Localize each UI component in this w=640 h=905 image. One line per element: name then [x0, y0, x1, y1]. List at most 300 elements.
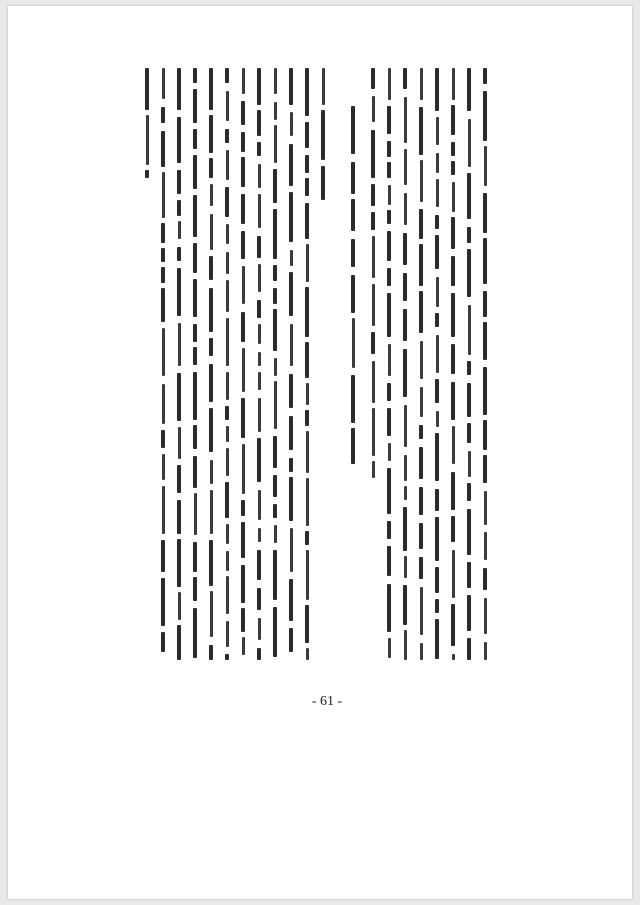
word-glyph-run: [468, 451, 471, 477]
word-glyph-run: [162, 486, 165, 534]
word-glyph-run: [226, 91, 229, 121]
word-glyph-run: [193, 279, 197, 317]
word-glyph-run: [193, 324, 197, 342]
word-glyph-run: [162, 384, 165, 424]
word-glyph-run: [322, 68, 325, 105]
word-glyph-run: [193, 195, 197, 237]
word-glyph-run: [273, 169, 277, 203]
word-glyph-run: [419, 425, 423, 439]
word-glyph-run: [161, 540, 165, 572]
word-glyph-run: [451, 217, 455, 249]
word-glyph-run: [242, 68, 245, 94]
word-glyph-run: [226, 448, 229, 476]
word-glyph-run: [306, 648, 309, 660]
word-glyph-run: [484, 146, 487, 186]
word-glyph-run: [242, 444, 245, 494]
word-glyph-run: [289, 628, 293, 652]
word-glyph-run: [451, 604, 455, 646]
word-glyph-run: [225, 406, 229, 420]
word-glyph-run: [209, 68, 213, 110]
word-glyph-run: [388, 344, 391, 376]
text-column: [480, 68, 490, 660]
word-glyph-run: [387, 293, 391, 337]
word-glyph-run: [419, 244, 423, 286]
word-glyph-run: [274, 381, 277, 429]
word-glyph-run: [451, 516, 455, 542]
word-glyph-run: [388, 185, 391, 205]
word-glyph-run: [306, 478, 309, 526]
word-glyph-run: [467, 638, 471, 660]
word-glyph-run: [483, 420, 487, 450]
mongolian-text-block: [142, 68, 514, 660]
word-glyph-run: [305, 605, 309, 643]
word-glyph-run: [241, 231, 245, 259]
word-glyph-run: [467, 509, 471, 555]
word-glyph-run: [161, 632, 165, 652]
word-glyph-run: [273, 504, 277, 518]
word-glyph-run: [210, 184, 213, 206]
text-column: [158, 68, 168, 660]
word-glyph-run: [305, 178, 309, 196]
word-glyph-run: [178, 323, 181, 366]
word-glyph-run: [404, 630, 407, 660]
word-glyph-run: [467, 249, 471, 297]
word-glyph-run: [435, 215, 439, 229]
word-glyph-run: [226, 576, 229, 614]
word-glyph-run: [226, 551, 229, 571]
word-glyph-run: [177, 247, 181, 261]
word-glyph-run: [435, 567, 439, 593]
word-glyph-run: [483, 568, 487, 590]
word-glyph-run: [451, 382, 455, 420]
word-glyph-run: [371, 212, 375, 230]
word-glyph-run: [483, 68, 487, 84]
word-glyph-run: [436, 117, 439, 145]
word-glyph-run: [452, 654, 455, 660]
word-glyph-run: [241, 194, 245, 224]
word-glyph-run: [451, 293, 455, 337]
word-glyph-run: [209, 256, 213, 280]
word-glyph-run: [387, 408, 391, 436]
word-glyph-run: [372, 461, 375, 478]
word-glyph-run: [435, 68, 439, 111]
word-glyph-run: [388, 443, 391, 461]
word-glyph-run: [305, 68, 309, 116]
word-glyph-run: [419, 487, 423, 515]
word-glyph-run: [468, 305, 471, 355]
word-glyph-run: [403, 585, 407, 625]
word-glyph-run: [321, 166, 325, 200]
word-glyph-run: [258, 528, 261, 542]
word-glyph-run: [161, 267, 165, 283]
word-glyph-run: [226, 224, 229, 244]
word-glyph-run: [467, 173, 471, 219]
word-glyph-run: [210, 460, 213, 484]
word-glyph-run: [258, 398, 261, 432]
word-glyph-run: [290, 112, 293, 136]
word-glyph-run: [436, 277, 439, 307]
word-glyph-run: [419, 107, 423, 155]
word-glyph-run: [209, 288, 213, 332]
word-glyph-run: [162, 68, 165, 99]
word-glyph-run: [436, 411, 439, 427]
word-glyph-run: [436, 335, 439, 373]
text-column: [190, 68, 200, 660]
word-glyph-run: [258, 324, 261, 344]
word-glyph-run: [193, 68, 197, 83]
word-glyph-run: [403, 233, 407, 265]
word-glyph-run: [451, 105, 455, 135]
word-glyph-run: [273, 436, 277, 468]
word-glyph-run: [273, 607, 277, 657]
word-glyph-run: [435, 379, 439, 403]
word-glyph-run: [177, 268, 181, 316]
word-glyph-run: [483, 238, 487, 284]
word-glyph-run: [387, 468, 391, 514]
section-heading-column: [348, 68, 358, 660]
word-glyph-run: [387, 106, 391, 134]
word-glyph-run: [387, 210, 391, 224]
word-glyph-run: [161, 430, 165, 448]
word-glyph-run: [351, 239, 355, 267]
word-glyph-run: [404, 405, 407, 447]
word-glyph-run: [225, 68, 229, 83]
word-glyph-run: [483, 455, 487, 483]
word-glyph-run: [483, 367, 487, 415]
word-glyph-run: [290, 324, 293, 366]
word-glyph-run: [177, 500, 181, 534]
word-glyph-run: [177, 68, 181, 110]
word-glyph-run: [305, 287, 309, 337]
word-glyph-run: [273, 550, 277, 600]
word-glyph-run: [388, 68, 391, 100]
word-glyph-run: [387, 383, 391, 401]
text-column: [206, 68, 216, 660]
word-glyph-run: [483, 291, 487, 317]
word-glyph-run: [435, 313, 439, 327]
word-glyph-run: [226, 372, 229, 400]
word-glyph-run: [289, 272, 293, 316]
word-glyph-run: [419, 447, 423, 479]
word-glyph-run: [371, 184, 375, 206]
word-glyph-run: [193, 89, 197, 123]
text-column: [400, 68, 410, 660]
word-glyph-run: [306, 550, 309, 600]
word-glyph-run: [210, 214, 213, 250]
word-glyph-run: [403, 349, 407, 397]
word-glyph-run: [209, 364, 213, 402]
word-glyph-run: [451, 344, 455, 374]
word-glyph-run: [403, 507, 407, 551]
word-glyph-run: [193, 456, 197, 488]
word-glyph-run: [161, 578, 165, 626]
word-glyph-run: [226, 426, 229, 442]
word-glyph-run: [420, 387, 423, 417]
word-glyph-run: [419, 291, 423, 333]
word-glyph-run: [387, 141, 391, 157]
word-glyph-run: [484, 532, 487, 560]
word-glyph-run: [305, 342, 309, 378]
word-glyph-run: [305, 122, 309, 148]
word-glyph-run: [290, 528, 293, 572]
word-glyph-run: [273, 475, 277, 497]
word-glyph-run: [404, 149, 407, 185]
word-glyph-run: [274, 102, 277, 120]
word-glyph-run: [242, 637, 245, 655]
word-glyph-run: [257, 68, 261, 105]
word-glyph-run: [404, 455, 407, 481]
word-glyph-run: [467, 562, 471, 588]
word-glyph-run: [178, 427, 181, 459]
word-glyph-run: [483, 91, 487, 141]
text-column: [254, 68, 264, 660]
word-glyph-run: [388, 638, 391, 658]
word-glyph-run: [257, 438, 261, 482]
word-glyph-run: [225, 129, 229, 143]
word-glyph-run: [404, 556, 407, 578]
word-glyph-run: [209, 540, 213, 586]
word-glyph-run: [435, 517, 439, 561]
word-glyph-run: [403, 68, 407, 89]
word-glyph-run: [210, 591, 213, 637]
word-glyph-run: [209, 408, 213, 452]
word-glyph-run: [483, 322, 487, 360]
word-glyph-run: [420, 341, 423, 379]
word-glyph-run: [467, 595, 471, 631]
word-glyph-run: [257, 110, 261, 136]
word-glyph-run: [467, 423, 471, 443]
word-glyph-run: [194, 493, 197, 535]
word-glyph-run: [289, 192, 293, 242]
word-glyph-run: [225, 654, 229, 660]
word-glyph-run: [290, 250, 293, 266]
word-glyph-run: [177, 373, 181, 421]
word-glyph-run: [161, 248, 165, 262]
word-glyph-run: [241, 522, 245, 558]
word-glyph-run: [226, 280, 229, 312]
word-glyph-run: [467, 483, 471, 501]
word-glyph-run: [467, 361, 471, 375]
page-number: - 61 -: [311, 694, 343, 709]
word-glyph-run: [403, 273, 407, 301]
word-glyph-run: [193, 129, 197, 149]
word-glyph-run: [258, 194, 261, 228]
text-column: [286, 68, 296, 660]
word-glyph-run: [177, 539, 181, 587]
text-column: [416, 68, 426, 660]
word-glyph-run: [420, 587, 423, 635]
word-glyph-run: [467, 227, 471, 243]
word-glyph-run: [273, 288, 277, 304]
text-column: [222, 68, 232, 660]
text-column: [318, 68, 328, 660]
word-glyph-run: [193, 425, 197, 449]
word-glyph-run: [273, 309, 277, 351]
word-glyph-run: [289, 579, 293, 621]
word-glyph-run: [419, 523, 423, 549]
word-glyph-run: [258, 490, 261, 520]
word-glyph-run: [289, 68, 293, 105]
word-glyph-run: [351, 428, 355, 464]
word-glyph-run: [351, 199, 355, 231]
word-glyph-run: [305, 203, 309, 239]
text-column: [368, 68, 378, 660]
word-glyph-run: [162, 172, 165, 218]
word-glyph-run: [177, 170, 181, 194]
word-glyph-run: [372, 408, 375, 456]
word-glyph-run: [193, 577, 197, 601]
word-glyph-run: [371, 68, 375, 89]
word-glyph-run: [305, 531, 309, 545]
word-glyph-run: [145, 68, 149, 110]
word-glyph-run: [241, 608, 245, 632]
word-glyph-run: [452, 550, 455, 598]
word-glyph-run: [306, 383, 309, 405]
word-glyph-run: [258, 618, 261, 640]
word-glyph-run: [387, 521, 391, 539]
text-column: [142, 68, 152, 660]
word-glyph-run: [226, 621, 229, 647]
word-glyph-run: [372, 284, 375, 326]
document-page: [8, 6, 632, 899]
text-column: [302, 68, 312, 660]
word-glyph-run: [420, 160, 423, 202]
text-column: [238, 68, 248, 660]
word-glyph-run: [452, 68, 455, 100]
word-glyph-run: [241, 157, 245, 187]
word-glyph-run: [241, 101, 245, 125]
word-glyph-run: [305, 410, 309, 426]
word-glyph-run: [289, 477, 293, 521]
word-glyph-run: [162, 328, 165, 376]
word-glyph-run: [371, 130, 375, 178]
word-glyph-run: [289, 458, 293, 472]
word-glyph-run: [404, 97, 407, 143]
word-glyph-run: [420, 68, 423, 100]
word-glyph-run: [193, 542, 197, 572]
word-glyph-run: [451, 161, 455, 175]
word-glyph-run: [177, 117, 181, 163]
word-glyph-run: [436, 153, 439, 173]
word-glyph-run: [274, 125, 277, 163]
word-glyph-run: [351, 275, 355, 313]
word-glyph-run: [306, 431, 309, 473]
word-glyph-run: [419, 209, 423, 239]
word-glyph-run: [451, 472, 455, 510]
word-glyph-run: [178, 221, 181, 239]
word-glyph-run: [225, 482, 229, 518]
word-glyph-run: [404, 193, 407, 225]
word-glyph-run: [258, 372, 261, 390]
word-glyph-run: [351, 375, 355, 423]
word-glyph-run: [161, 107, 165, 123]
word-glyph-run: [146, 115, 149, 165]
text-column: [384, 68, 394, 660]
text-column: [464, 68, 474, 660]
word-glyph-run: [484, 491, 487, 525]
word-glyph-run: [289, 416, 293, 450]
word-glyph-run: [193, 155, 197, 189]
word-glyph-run: [210, 490, 213, 534]
word-glyph-run: [258, 164, 261, 188]
word-glyph-run: [467, 383, 471, 417]
word-glyph-run: [258, 352, 261, 366]
word-glyph-run: [241, 565, 245, 603]
word-glyph-run: [241, 312, 245, 342]
word-glyph-run: [241, 398, 245, 438]
word-glyph-run: [226, 318, 229, 366]
word-glyph-run: [420, 643, 423, 660]
word-glyph-run: [387, 268, 391, 286]
word-glyph-run: [177, 200, 181, 216]
word-glyph-run: [273, 209, 277, 259]
word-glyph-run: [289, 374, 293, 408]
word-glyph-run: [241, 500, 245, 516]
text-column: [174, 68, 184, 660]
word-glyph-run: [258, 264, 261, 292]
word-glyph-run: [351, 106, 355, 154]
word-glyph-run: [274, 358, 277, 376]
word-glyph-run: [403, 309, 407, 341]
word-glyph-run: [257, 300, 261, 318]
word-glyph-run: [468, 119, 471, 167]
word-glyph-run: [321, 110, 325, 160]
word-glyph-run: [484, 642, 487, 660]
word-glyph-run: [436, 179, 439, 207]
word-glyph-run: [435, 235, 439, 269]
word-glyph-run: [193, 608, 197, 658]
word-glyph-run: [145, 170, 149, 178]
word-glyph-run: [226, 252, 229, 274]
word-glyph-run: [435, 489, 439, 511]
word-glyph-run: [352, 318, 355, 368]
word-glyph-run: [242, 348, 245, 392]
word-glyph-run: [483, 193, 487, 233]
word-glyph-run: [387, 162, 391, 178]
word-glyph-run: [289, 144, 293, 186]
word-glyph-run: [452, 426, 455, 464]
word-glyph-run: [419, 557, 423, 579]
word-glyph-run: [484, 598, 487, 634]
word-glyph-run: [161, 223, 165, 243]
word-glyph-run: [242, 266, 245, 304]
word-glyph-run: [371, 332, 375, 354]
word-glyph-run: [372, 96, 375, 122]
word-glyph-run: [193, 347, 197, 365]
word-glyph-run: [257, 550, 261, 580]
word-glyph-run: [226, 150, 229, 180]
word-glyph-run: [257, 648, 261, 660]
word-glyph-run: [257, 142, 261, 156]
word-glyph-run: [451, 256, 455, 286]
text-column: [448, 68, 458, 660]
word-glyph-run: [404, 486, 407, 500]
text-column: [432, 68, 442, 660]
word-glyph-run: [209, 645, 213, 660]
word-glyph-run: [435, 599, 439, 613]
word-glyph-run: [451, 142, 455, 156]
word-glyph-run: [161, 131, 165, 167]
word-glyph-run: [193, 243, 197, 273]
word-glyph-run: [178, 592, 181, 620]
word-glyph-run: [225, 187, 229, 217]
word-glyph-run: [177, 625, 181, 660]
word-glyph-run: [162, 454, 165, 480]
word-glyph-run: [372, 236, 375, 278]
word-glyph-run: [387, 546, 391, 576]
word-glyph-run: [257, 236, 261, 258]
word-glyph-run: [435, 433, 439, 481]
